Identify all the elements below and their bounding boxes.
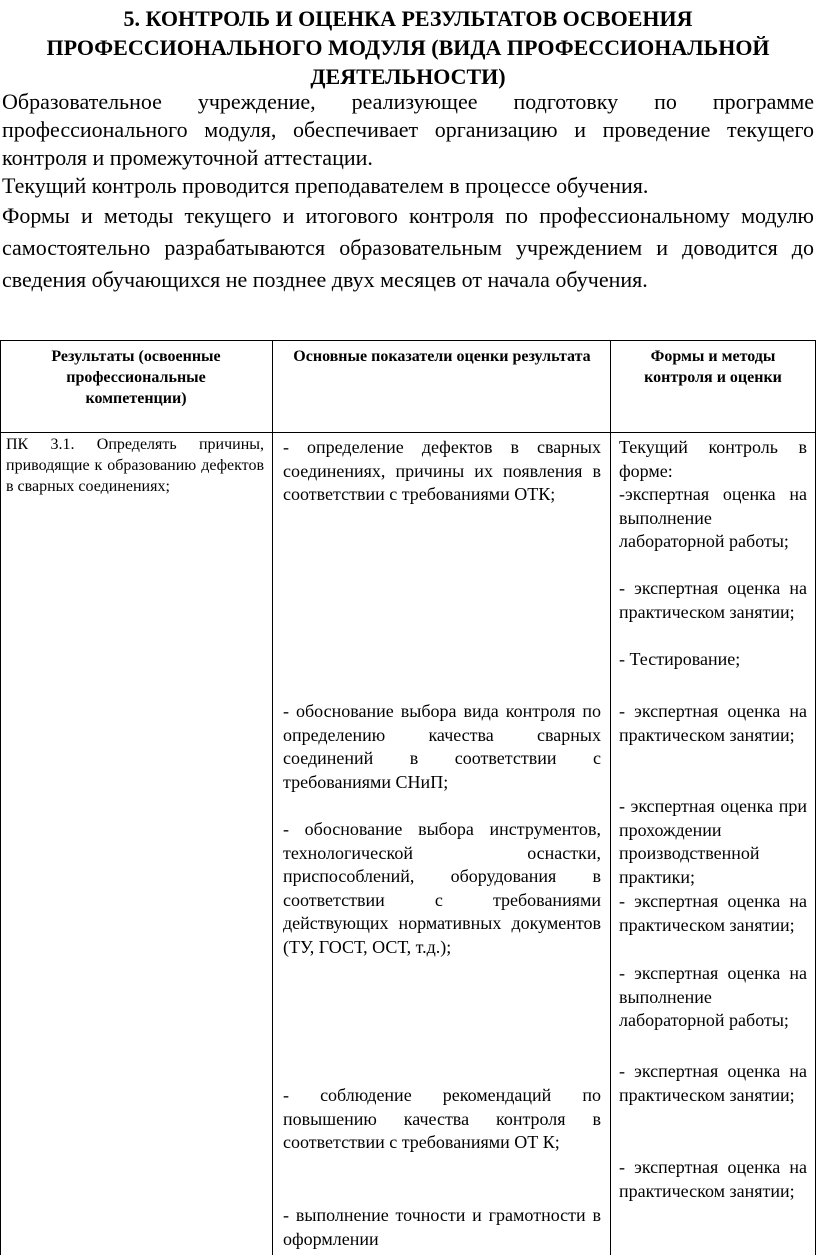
table-column-divider [610,340,611,1255]
intro-paragraph-current-control: Текущий контроль проводится преподавателем в процессе обучения. [2,173,649,198]
table-border-left [0,340,1,1255]
table-border-top [0,340,816,341]
competency-pk-3-1: ПК 3.1. Определять причины, приводящие к образованию дефектов в сварных соединениях; [6,436,264,495]
indicator-item: - определение дефектов в сварных соединениях, причины их появления в соответствии с требованиями ОТК; [283,437,601,504]
section-heading [0,4,816,91]
header-results: Результаты (освоенные профессиональные компетенции) [51,348,221,407]
indicator-item: - соблюдение рекомендаций по повышению качества контроля в соответствии с требованиями ОТ К; [283,1085,601,1152]
form-method-item: - экспертная оценка на выполнение лабораторной работы; [619,963,807,1030]
heading-line: 5. КОНТРОЛЬ И ОЦЕНКА РЕЗУЛЬТАТОВ ОСВОЕНИЯ [123,6,693,31]
table-column-divider [272,340,273,1255]
intro-paragraph-organization: Образовательное учреждение, реализующее подготовку по программе профессионального модуля, обеспечивает организацию и проведение текущего контроля и промежуточной аттестации. [2,89,814,170]
assessment-table [0,340,816,1255]
form-method-item: - экспертная оценка на практическом занятии; [619,578,807,622]
form-method-item: Текущий контроль в форме: [619,437,807,481]
indicator-item: - выполнение точности и грамотности в оформлении [283,1205,601,1249]
form-method-item: - Тестирование; [619,649,741,669]
heading-line: ДЕЯТЕЛЬНОСТИ) [310,64,506,89]
intro-paragraph-forms-methods: Формы и методы текущего и итогового контроля по профессиональному модулю самостоятельно разрабатываются образовательным учреждением и доводится до сведения обучающихся не позднее двух месяцев от начала обучения. [2,203,814,292]
table-header-divider [0,432,816,433]
form-method-item: - экспертная оценка на практическом занятии; [619,891,807,935]
form-method-item: - экспертная оценка на практическом занятии; [619,1157,807,1201]
indicator-item: - обоснование выбора вида контроля по определению качества сварных соединений в соответствии с требованиями СНиП; [283,701,601,792]
form-method-item: - экспертная оценка на практическом занятии; [619,1061,807,1105]
form-method-item: - экспертная оценка при прохождении производственной практики; [619,796,807,887]
form-method-item: - экспертная оценка на практическом занятии; [619,701,807,745]
form-method-item: -экспертная оценка на выполнение лабораторной работы; [619,484,807,551]
header-indicators: Основные показатели оценки результата [293,348,591,365]
indicator-item: - обоснование выбора инструментов, технологической оснастки, приспособлений, оборудования в соответствии с требованиями действующих нормативных документов (ТУ, ГОСТ, ОСТ, т.д.); [283,819,601,957]
heading-line: ПРОФЕССИОНАЛЬНОГО МОДУЛЯ (ВИДА ПРОФЕССИОНАЛЬНОЙ [46,35,770,60]
header-forms-methods: Формы и методы контроля и оценки [644,348,782,386]
